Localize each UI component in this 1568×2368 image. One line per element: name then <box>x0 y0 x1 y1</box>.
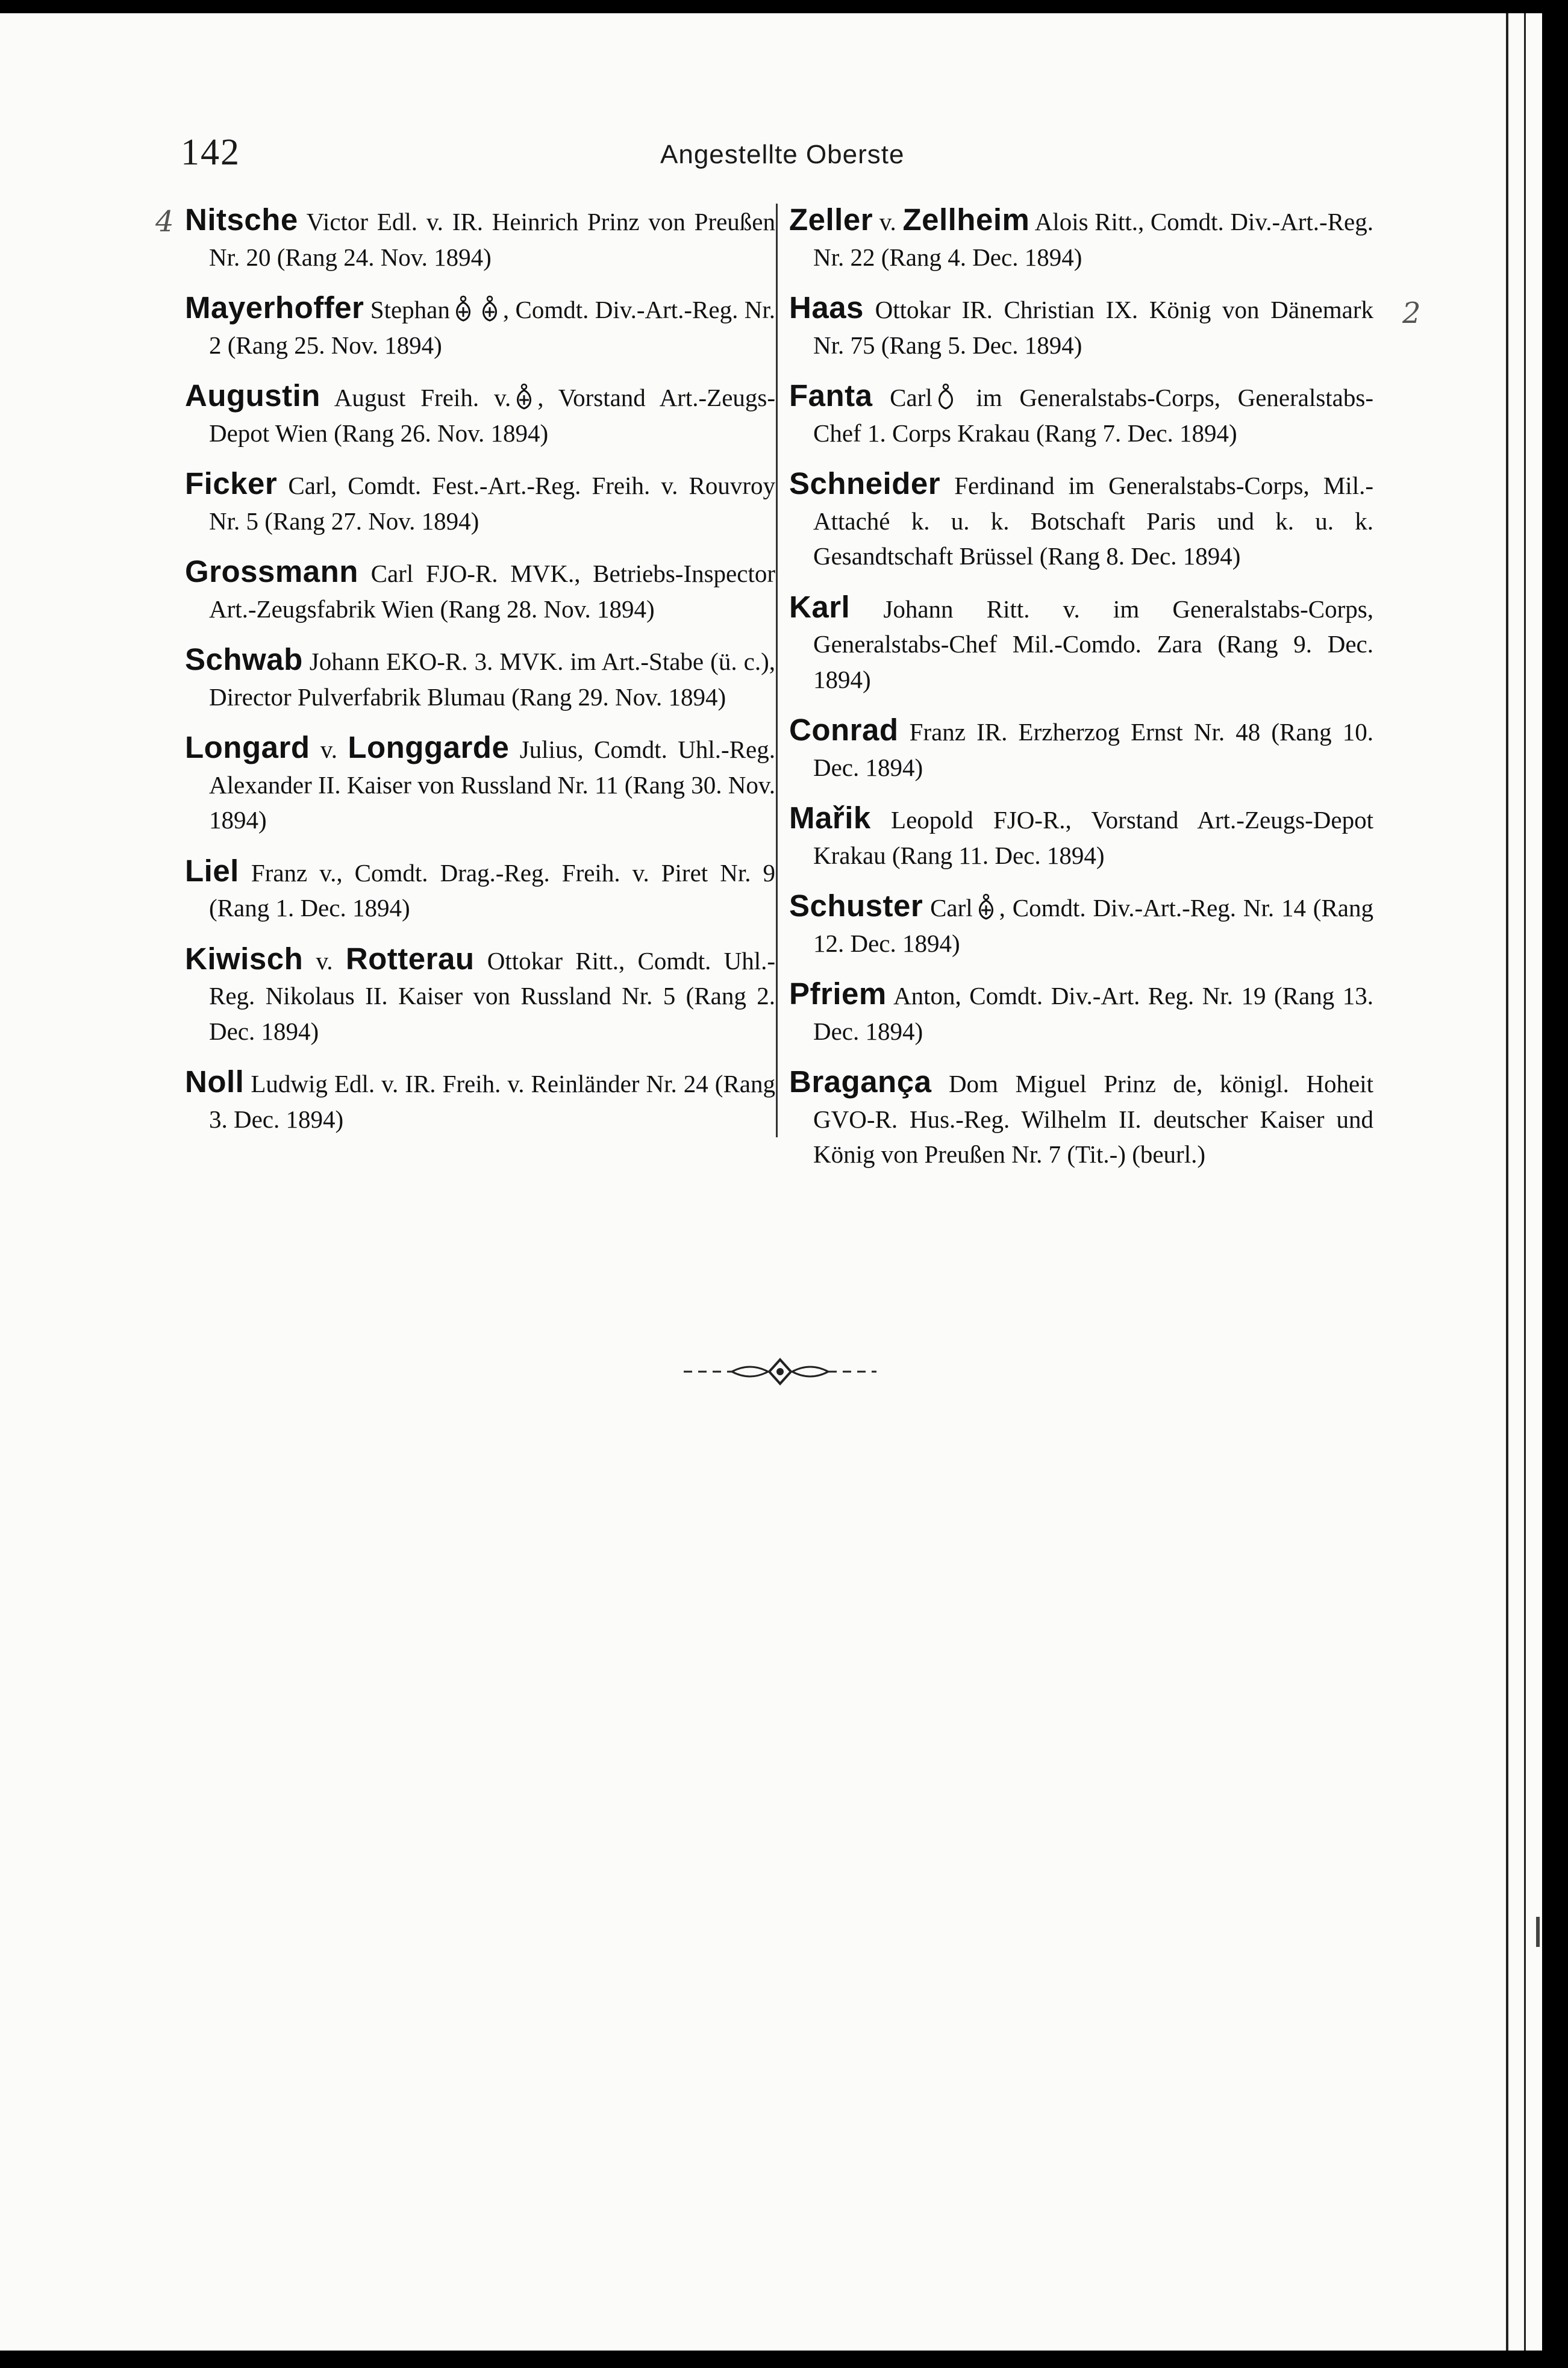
page-edge-line <box>1506 13 1508 2351</box>
entry-surname: Fanta <box>789 378 873 413</box>
entry-surname: Ficker <box>185 466 278 501</box>
margin-note-left: 4 <box>155 205 174 239</box>
entry-text: Carl FJO-R. MVK., Betriebs-Inspector Art.-Zeugsfabrik Wien (Rang 28. Nov. 1894) <box>209 560 775 623</box>
entry-ficker <box>185 466 775 539</box>
entry-surname: Liel <box>185 853 239 888</box>
entry-longard <box>185 730 775 838</box>
entry-text: Ottokar IR. Christian IX. König von Dänemark Nr. 75 (Rang 5. Dec. 1894) <box>813 296 1373 359</box>
order-decoration-icon <box>973 894 999 922</box>
left-column <box>185 202 775 1152</box>
column-divider <box>776 204 778 1137</box>
entry-surname: Nitsche <box>185 202 298 237</box>
entry-text: Carl <box>923 894 973 922</box>
entry-text: Dom Miguel Prinz de, königl. Hoheit GVO-R. Hus.-Reg. Wilhelm II. deutscher Kaiser und König von Preußen Nr. 7 (Tit.-) (beurl.) <box>813 1070 1373 1168</box>
entry-text: v. <box>310 736 348 763</box>
entry-maik <box>789 801 1373 873</box>
entry-grossmann <box>185 554 775 626</box>
entry-text-continued: , Comdt. Div.-Art.-Reg. Nr. 2 (Rang 25. Nov. 1894) <box>209 296 775 359</box>
entry-surname: Kiwisch <box>185 941 304 976</box>
entry-surname-second: Rotterau <box>345 941 475 976</box>
entry-text: August Freih. v. <box>320 384 511 411</box>
entry-text: Anton, Comdt. Div.-Art. Reg. Nr. 19 (Rang 13. Dec. 1894) <box>813 982 1373 1045</box>
page-edge-line-outer <box>1524 13 1526 2351</box>
entry-surname: Schwab <box>185 642 303 676</box>
order-decoration-icon <box>450 296 503 323</box>
entry-mayerhoffer <box>185 290 775 363</box>
entry-kiwisch <box>185 942 775 1049</box>
entry-surname: Schuster <box>789 889 923 923</box>
entry-fanta <box>789 378 1373 451</box>
entry-surname-second: Zellheim <box>902 202 1030 237</box>
entry-text: Franz IR. Erzherzog Ernst Nr. 48 (Rang 10. Dec. 1894) <box>813 718 1373 781</box>
page-header <box>0 131 1542 180</box>
entry-text: Franz v., Comdt. Drag.-Reg. Freih. v. Piret Nr. 9 (Rang 1. Dec. 1894) <box>209 858 775 922</box>
right-column <box>789 202 1373 1188</box>
order-decoration-icon <box>932 384 959 411</box>
entry-surname: Conrad <box>789 713 899 747</box>
entry-text-continued: Julius, Comdt. Uhl.-Reg. Alexander II. Kaiser von Russland Nr. 11 (Rang 30. Nov. 1894) <box>209 736 775 834</box>
entry-surname: Mayerhoffer <box>185 290 364 325</box>
entry-schneider <box>789 466 1373 574</box>
entry-text: v. <box>303 946 346 975</box>
entry-surname: Longard <box>185 730 310 764</box>
running-head: Angestellte Oberste <box>660 140 905 169</box>
entry-surname: Pfriem <box>789 976 887 1011</box>
entry-surname: Schneider <box>789 466 941 501</box>
entry-haas <box>789 290 1373 363</box>
entry-pfriem <box>789 976 1373 1049</box>
entry-text: Leopold FJO-R., Vorstand Art.-Zeugs-Depot Krakau (Rang 11. Dec. 1894) <box>813 806 1373 869</box>
entry-zeller <box>789 202 1373 275</box>
entry-augustin <box>185 378 775 451</box>
entry-text: Carl, Comdt. Fest.-Art.-Reg. Freih. v. Rouvroy Nr. 5 (Rang 27. Nov. 1894) <box>209 472 775 535</box>
entry-text-continued: , Comdt. Div.-Art.-Reg. Nr. 14 (Rang 12. Dec. 1894) <box>813 894 1373 957</box>
entry-text-continued: im Generalstabs-Corps, Generalstabs-Chef 1. Corps Krakau (Rang 7. Dec. 1894) <box>813 384 1373 447</box>
entry-text: Carl <box>872 384 932 411</box>
entry-text: v. <box>873 208 903 236</box>
order-decoration-icon <box>511 384 537 411</box>
entry-surname: Mařik <box>789 801 871 835</box>
entry-bragana <box>789 1064 1373 1172</box>
entry-liel <box>185 854 775 926</box>
entry-text: Johann EKO-R. 3. MVK. im Art.-Stabe (ü. c.), Director Pulverfabrik Blumau (Rang 29. Nov. 1894) <box>209 648 775 711</box>
entry-nitsche <box>185 202 775 275</box>
entry-noll <box>185 1064 775 1137</box>
entry-karl <box>789 590 1373 698</box>
entry-schwab <box>185 642 775 714</box>
entry-surname: Haas <box>789 290 864 325</box>
entry-surname: Noll <box>185 1064 245 1099</box>
entry-text-continued: , Vorstand Art.-Zeugs-Depot Wien (Rang 26. Nov. 1894) <box>209 384 776 447</box>
entry-text: Stephan <box>364 296 450 323</box>
entry-schuster <box>789 889 1373 961</box>
entry-surname: Grossmann <box>185 554 358 589</box>
entry-text: Ludwig Edl. v. IR. Freih. v. Reinländer Nr. 24 (Rang 3. Dec. 1894) <box>209 1070 775 1133</box>
entry-text: Ferdinand im Generalstabs-Corps, Mil.-Attaché k. u. k. Botschaft Paris und k. u. k. Gesandtschaft Brüssel (Rang 8. Dec. 1894) <box>813 472 1373 570</box>
entry-surname: Augustin <box>185 378 320 413</box>
entry-surname: Bragança <box>789 1064 932 1099</box>
page-number: 142 <box>181 132 240 173</box>
entry-surname: Karl <box>789 589 851 624</box>
entry-surname-second: Longgarde <box>348 730 510 764</box>
entry-text: Johann Ritt. v. im Generalstabs-Corps, Generalstabs-Chef Mil.-Comdo. Zara (Rang 9. Dec. 1894) <box>813 595 1373 693</box>
book-page <box>0 13 1542 2351</box>
ornament-divider <box>684 1354 876 1390</box>
entry-surname: Zeller <box>789 202 873 237</box>
entry-text: Victor Edl. v. IR. Heinrich Prinz von Preußen Nr. 20 (Rang 24. Nov. 1894) <box>209 208 775 271</box>
margin-note-right: 2 <box>1402 296 1421 330</box>
spine-mark <box>1536 1917 1540 1947</box>
entry-text-continued: Ottokar Ritt., Comdt. Uhl.-Reg. Nikolaus II. Kaiser von Russland Nr. 5 (Rang 2. Dec. 1894) <box>209 946 776 1045</box>
entry-conrad <box>789 713 1373 785</box>
entry-text-continued: Alois Ritt., Comdt. Div.-Art.-Reg. Nr. 22 (Rang 4. Dec. 1894) <box>813 208 1373 271</box>
